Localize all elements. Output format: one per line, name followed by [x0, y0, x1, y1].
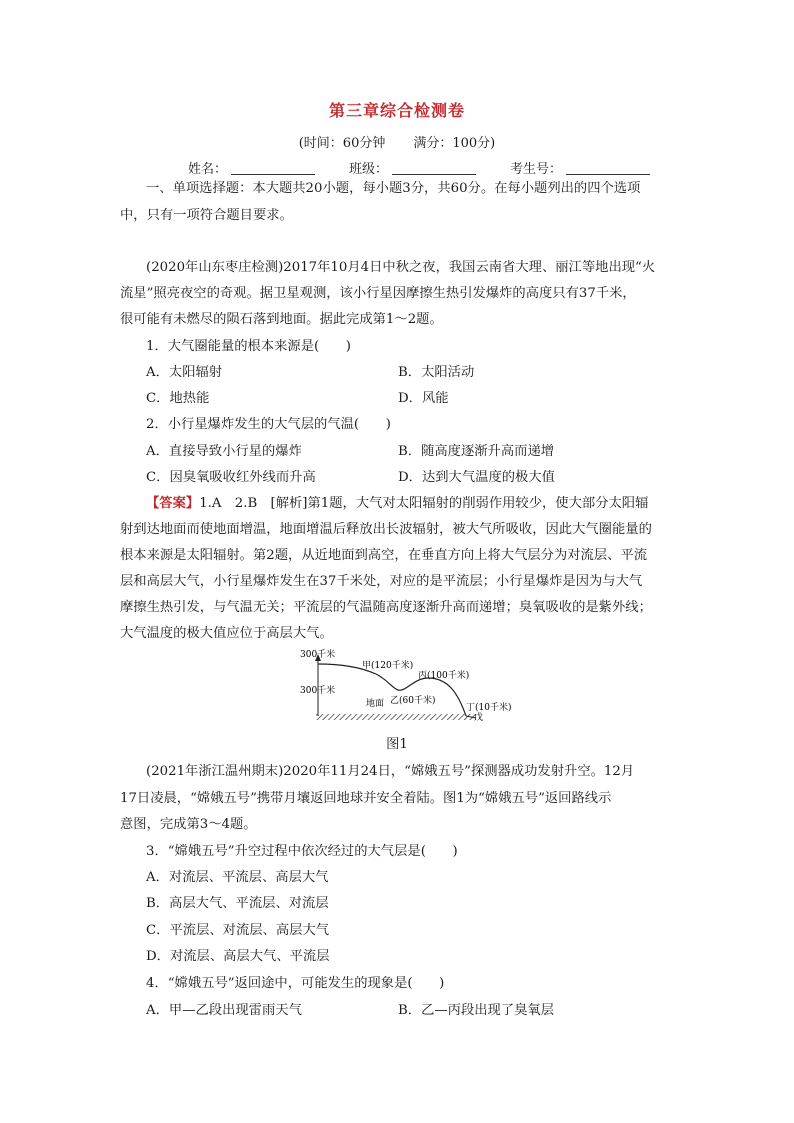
answer-line3: 根本来源是太阳辐射。第2题，从近地面到高空，在垂直方向上将大气层分为对流层、平流	[120, 548, 648, 563]
q1-option-b[interactable]: B．太阳活动	[398, 365, 475, 380]
answer-line6: 大气温度的极大值应位于高层大气。	[120, 626, 333, 641]
label-ground: 地面	[366, 699, 385, 709]
page-title: 第三章综合检测卷	[328, 101, 465, 120]
q2-option-b[interactable]: B．随高度逐渐升高而递增	[398, 444, 555, 459]
exam-info	[0, 132, 794, 151]
return-route-diagram	[298, 648, 528, 728]
q2-option-c[interactable]: C．因臭氧吸收红外线而升高	[146, 470, 316, 485]
name-blank[interactable]	[231, 161, 315, 175]
passage2-line3: 意图，完成第3～4题。	[120, 817, 257, 832]
q3-option-a[interactable]: A．对流层、平流层、高层大气	[146, 870, 329, 885]
student-fields	[188, 158, 650, 177]
label-jia: 甲(120千米)	[362, 661, 414, 671]
label-300km-mid: 300千米	[300, 686, 336, 696]
ground-surface	[316, 714, 476, 720]
q1-option-a[interactable]: A．太阳辐射	[146, 365, 223, 380]
exam-score: 满分：100分)	[413, 136, 496, 151]
q4-option-a[interactable]: A．甲—乙段出现雷雨天气	[146, 1003, 302, 1018]
q3-option-d[interactable]: D．对流层、高层大气、平流层	[146, 949, 330, 964]
q2-stem: 2．小行星爆炸发生的大气层的气温( )	[146, 417, 391, 432]
passage1-line1: (2020年山东枣庄检测)2017年10月4日中秋之夜，我国云南省大理、丽江等地出现“火	[146, 260, 656, 275]
passage2-line1: (2021年浙江温州期末)2020年11月24日，“嫦娥五号”探测器成功发射升空。12月	[146, 764, 635, 779]
section-heading-line1: 一、单项选择题：本大题共20小题，每小题3分，共60分。在每小题列出的四个选项	[146, 181, 641, 196]
label-300km-top: 300千米	[300, 650, 336, 660]
q1-option-c[interactable]: C．地热能	[146, 391, 210, 406]
answer-line1	[146, 492, 648, 511]
answer-text-1: 1.A 2.B [解析]第1题，大气对太阳辐射的削弱作用较少，使大部分太阳辐	[199, 496, 649, 511]
class-blank[interactable]	[392, 161, 476, 175]
label-yi: 乙(60千米)	[390, 696, 436, 706]
figure-caption: 图1	[386, 737, 408, 752]
q3-option-b[interactable]: B．高层大气、平流层、对流层	[146, 896, 329, 911]
passage2-line2: 17日凌晨，“嫦娥五号”携带月壤返回地球并安全着陆。图1为“嫦娥五号”返回路线示	[120, 791, 612, 806]
class-label: 班级：	[349, 162, 389, 177]
q3-option-c[interactable]: C．平流层、对流层、高层大气	[146, 923, 330, 938]
label-wu: 戊	[474, 713, 484, 723]
q1-stem: 1．大气圈能量的根本来源是( )	[146, 339, 351, 354]
answer-line4: 层和高层大气，小行星爆炸发生在37千米处，对应的是平流层；小行星爆炸是因为与大气	[120, 574, 643, 589]
section-heading-line2: 中，只有一项符合题目要求。	[120, 208, 293, 223]
q2-option-d[interactable]: D．达到大气温度的极大值	[398, 470, 555, 485]
label-bing: 丙(100千米)	[418, 671, 470, 681]
q2-option-a[interactable]: A．直接导致小行星的爆炸	[146, 444, 302, 459]
answer-line2: 射到达地面而使地面增温，地面增温后释放出长波辐射，被大气所吸收，因此大气圈能量的	[120, 522, 652, 537]
label-ding: 丁(10千米)	[466, 703, 512, 713]
q4-option-b[interactable]: B．乙—丙段出现了臭氧层	[398, 1003, 555, 1018]
name-label: 姓名：	[188, 162, 228, 177]
q4-stem: 4．“嫦娥五号”返回途中，可能发生的现象是( )	[146, 976, 445, 991]
passage1-line3: 很可能有未燃尽的陨石落到地面。据此完成第1～2题。	[120, 312, 443, 327]
exam-time: (时间：60分钟	[298, 136, 386, 151]
answer-key-label: 【答案】	[146, 496, 200, 511]
q1-option-d[interactable]: D．风能	[398, 391, 449, 406]
answer-line5: 摩擦生热引发，与气温无关；平流层的气温随高度逐渐升高而递增；臭氧吸收的是紫外线；	[120, 600, 652, 615]
id-label: 考生号：	[510, 162, 563, 177]
passage1-line2: 流星”照亮夜空的奇观。据卫星观测，该小行星因摩擦生热引发爆炸的高度只有37千米，	[120, 286, 636, 301]
q3-stem: 3．“嫦娥五号”升空过程中依次经过的大气层是( )	[146, 844, 458, 859]
id-blank[interactable]	[566, 161, 650, 175]
